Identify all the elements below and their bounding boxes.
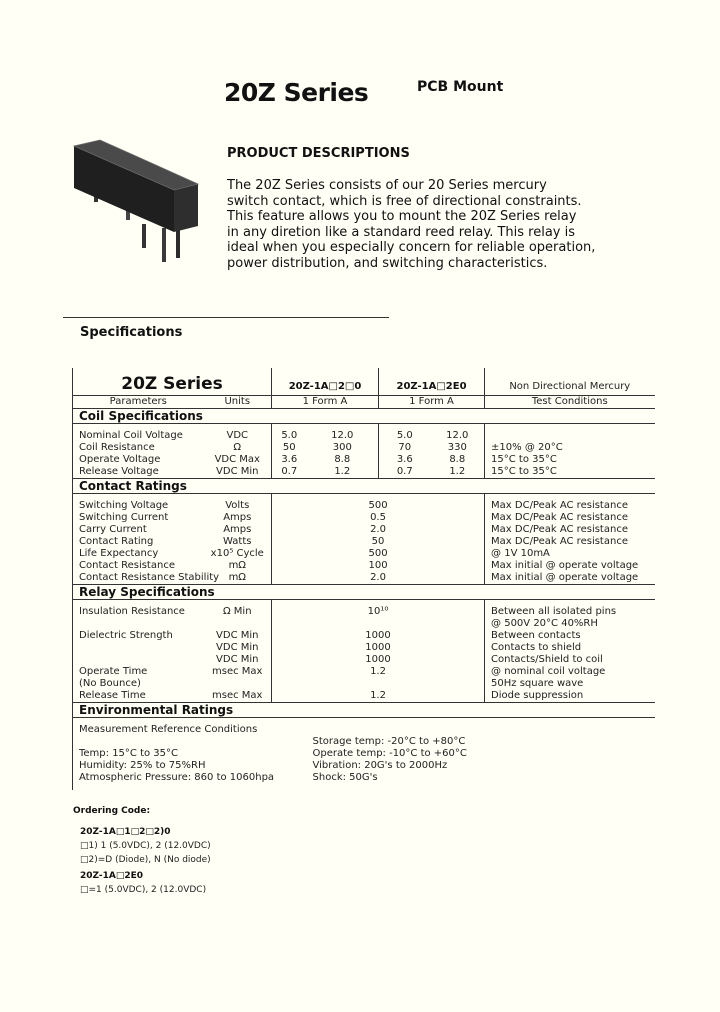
table-row: Life Expectancy x10⁵ Cycle 500 @ 1V 10mA — [73, 548, 655, 560]
test-header: Test Conditions — [485, 396, 655, 409]
table-row: VDC Min 1000 Contacts to shield — [73, 642, 655, 654]
divider — [63, 317, 389, 318]
table-row: Coil Resistance Ω 50 300 70 330 ±10% @ 20°C — [73, 442, 655, 454]
table-row: Temp: 15°C to 35°C Operate temp: -10°C to +60°C — [73, 748, 655, 760]
mount-label: PCB Mount — [417, 79, 504, 95]
description-line: This feature allows you to mount the 20Z Series relay — [227, 209, 577, 225]
specifications-table — [72, 368, 655, 790]
table-row: Switching Current Amps 0.5 Max DC/Peak AC resistance — [73, 512, 655, 524]
form-header-1: 1 Form A — [272, 396, 379, 409]
table-row: Insulation Resistance Ω Min 10¹⁰ Between all isolated pins — [73, 606, 655, 618]
table-row: Dielectric Strength VDC Min 1000 Between contacts — [73, 630, 655, 642]
table-row: Operate Time msec Max 1.2 @ nominal coil voltage — [73, 666, 655, 678]
table-row: Storage temp: -20°C to +80°C — [73, 736, 655, 748]
ordering-option: □1) 1 (5.0VDC), 2 (12.0VDC) — [80, 841, 211, 851]
table-row: Atmospheric Pressure: 860 to 1060hpa Shock: 50G's — [73, 772, 655, 784]
ordering-option: □=1 (5.0VDC), 2 (12.0VDC) — [80, 885, 207, 895]
page-title: 20Z Series — [224, 78, 369, 107]
params-header: Parameters — [73, 396, 204, 409]
table-row: Release Time msec Max 1.2 Diode suppression — [73, 690, 655, 703]
form-header-2: 1 Form A — [379, 396, 485, 409]
specifications-heading: Specifications — [80, 325, 183, 340]
table-row: Humidity: 25% to 75%RH Vibration: 20G's to 2000Hz — [73, 760, 655, 772]
description-line: in any diretion like a standard reed relay. This relay is — [227, 224, 576, 240]
table-row: @ 500V 20°C 40%RH — [73, 618, 655, 630]
table-row: Carry Current Amps 2.0 Max DC/Peak AC resistance — [73, 524, 655, 536]
table-row: Operate Voltage VDC Max 3.6 8.8 3.6 8.8 15°C to 35°C — [73, 454, 655, 466]
relay-section-title: Relay Specifications — [73, 585, 655, 600]
table-row: Contact Rating Watts 50 Max DC/Peak AC resistance — [73, 536, 655, 548]
product-descriptions-heading: PRODUCT DESCRIPTIONS — [227, 146, 410, 161]
table-row: Release Voltage VDC Min 0.7 1.2 0.7 1.2 15°C to 35°C — [73, 466, 655, 479]
table-row: Nominal Coil Voltage VDC 5.0 12.0 5.0 12.0 — [73, 430, 655, 442]
table-row: (No Bounce) 50Hz square wave — [73, 678, 655, 690]
contact-section-title: Contact Ratings — [73, 479, 655, 494]
table-title: 20Z Series — [73, 368, 272, 396]
model-header-1: 20Z-1A□2□0 — [272, 368, 379, 396]
ordering-code-1: 20Z-1A□1□2□2)0 — [80, 827, 171, 837]
units-header: Units — [204, 396, 272, 409]
relay-product-image — [70, 136, 200, 266]
ordering-code-2: 20Z-1A□2E0 — [80, 871, 144, 881]
table-row: VDC Min 1000 Contacts/Shield to coil — [73, 654, 655, 666]
model-header-2: 20Z-1A□2E0 — [379, 368, 485, 396]
note-header: Non Directional Mercury — [485, 368, 655, 396]
coil-section-title: Coil Specifications — [73, 409, 655, 424]
description-line: switch contact, which is free of directional constraints. — [227, 193, 582, 209]
table-row: Measurement Reference Conditions — [73, 724, 655, 736]
ordering-code-heading: Ordering Code: — [73, 806, 151, 816]
table-row: Contact Resistance mΩ 100 Max initial @ operate voltage — [73, 560, 655, 572]
description-line: ideal when you especially concern for reliable operation, — [227, 240, 596, 256]
description-line: power distribution, and switching characteristics. — [227, 255, 548, 271]
table-row: Switching Voltage Volts 500 Max DC/Peak AC resistance — [73, 500, 655, 512]
product-description — [227, 178, 596, 272]
ordering-option: □2)=D (Diode), N (No diode) — [80, 855, 211, 865]
description-line: The 20Z Series consists of our 20 Series mercury — [227, 178, 547, 193]
environmental-section-title: Environmental Ratings — [73, 703, 655, 718]
table-row: Contact Resistance Stability mΩ 2.0 Max initial @ operate voltage — [73, 572, 655, 585]
